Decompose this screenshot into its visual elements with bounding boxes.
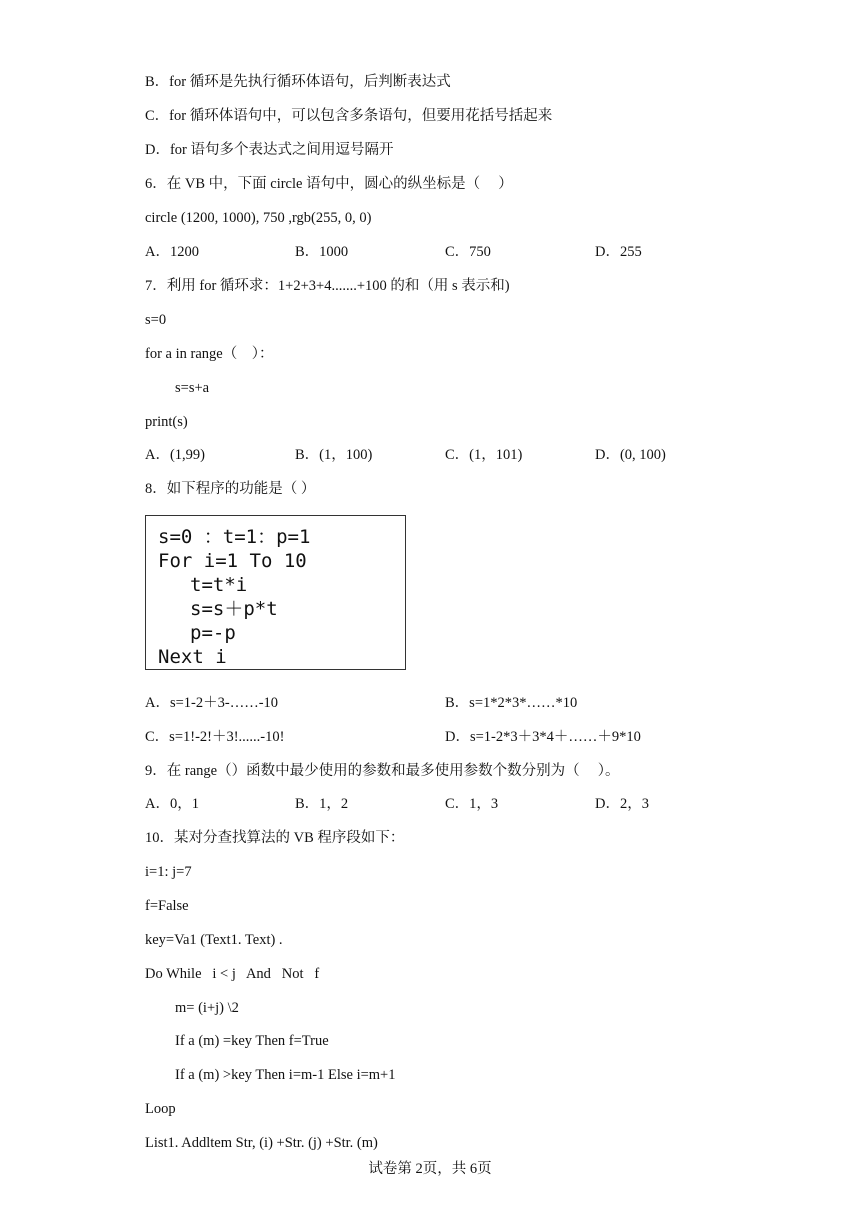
q6-option-c: C．750 [445,244,491,260]
q10-code-line: If a (m) =key Then f=True [175,1033,329,1049]
question-8: 8．如下程序的功能是（ ） [145,481,316,497]
q8-option-b: B．s=1*2*3*……*10 [445,695,578,711]
question-6-code: circle (1200, 1000), 750 ,rgb(255, 0, 0) [145,210,372,226]
q10-code-line: Do While i < j And Not f [145,966,320,982]
question-10: 10．某对分查找算法的 VB 程序段如下： [145,830,405,846]
q7-option-a: A．(1,99) [145,447,206,463]
q9-option-b: B．1，2 [295,796,349,812]
q6-option-d: D．255 [595,244,642,260]
q10-code-line: m= (i+j) \2 [175,1000,239,1016]
q9-option-a: A．0，1 [145,796,199,812]
q10-code-line: List1. Addltem Str, (i) +Str. (j) +Str. (m) [145,1135,378,1151]
q7-code-line: print(s) [145,414,188,430]
option-d-text: D．for 语句多个表达式之间用逗号隔开 [145,142,394,158]
page-footer: 试卷第 2页，共 6页 [368,1161,492,1177]
q9-option-d: D．2，3 [595,796,649,812]
q10-code-line: key=Va1 (Text1. Text) . [145,932,283,948]
option-b-text: B．for 循环是先执行循环体语句，后判断表达式 [145,74,451,90]
q10-code-line: i=1: j=7 [145,864,192,880]
option-c-text: C．for 循环体语句中，可以包含多条语句，但要用花括号括起来 [145,108,553,124]
q7-option-b: B．(1，100) [295,447,373,463]
q6-option-a: A．1200 [145,244,199,260]
q8-code-line: s=s＋p*t [190,598,278,620]
q10-code-line: f=False [145,898,189,914]
q10-code-line: If a (m) >key Then i=m-1 Else i=m+1 [175,1067,396,1083]
q7-code-line: for a in range（ ）： [145,346,274,362]
q7-option-c: C．(1，101) [445,447,523,463]
question-6: 6．在 VB 中，下面 circle 语句中，圆心的纵坐标是（ ） [145,176,513,192]
q7-option-d: D．(0, 100) [595,447,666,463]
q8-code-line: Next i [158,646,227,668]
question-7: 7．利用 for 循环求：1+2+3+4.......+100 的和（用 s 表示和) [145,278,510,294]
question-9: 9．在 range（）函数中最少使用的参数和最多使用参数个数分别为（ ）。 [145,763,620,779]
q7-code-line: s=s+a [175,380,210,396]
q8-option-a: A．s=1-2＋3-……-10 [145,695,279,711]
q8-code-line: For i=1 To 10 [158,550,307,572]
q8-code-box [145,515,406,670]
q8-code-line: s=0 ：t=1：p=1 [158,526,311,548]
q8-code-line: p=-p [190,622,236,644]
q8-option-c: C．s=1!-2!＋3!......-10! [145,729,285,745]
q7-code-line: s=0 [145,312,167,328]
q6-option-b: B．1000 [295,244,349,260]
q9-option-c: C．1，3 [445,796,499,812]
q8-option-d: D．s=1-2*3＋3*4＋……＋9*10 [445,729,641,745]
q8-code-line: t=t*i [190,574,248,596]
q10-code-line: Loop [145,1101,176,1117]
